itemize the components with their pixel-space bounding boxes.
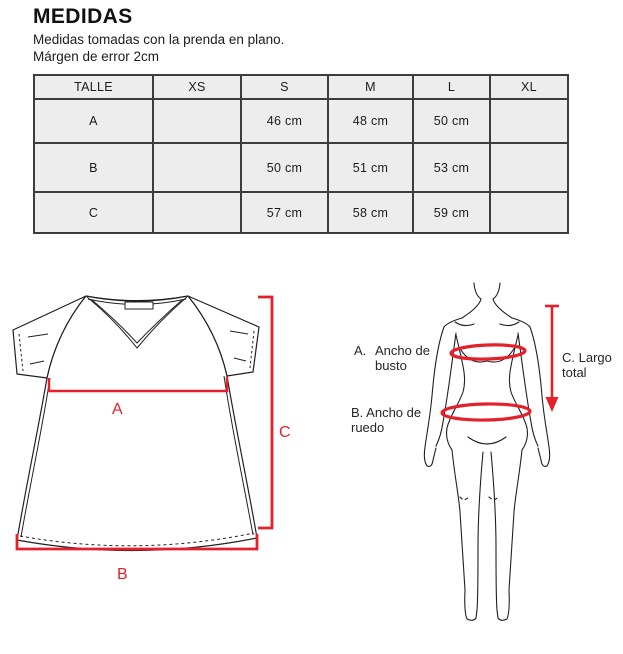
cell-a-l: 50 cm [413,99,490,143]
measure-c-bracket [258,297,272,528]
body-figure-sketch [330,275,623,654]
cell-a-xs [153,99,241,143]
hem-measure-ellipse [442,403,530,421]
cell-b-xs [153,143,241,192]
col-header-m: M [328,75,413,99]
legend-b-line1: B. Ancho de [351,405,422,420]
measure-b-letter: B [117,566,128,583]
legend-a-line2: busto [375,358,407,373]
length-arrowhead-icon [546,397,559,412]
row-label: A [34,99,153,143]
cell-a-s: 46 cm [241,99,328,143]
cell-c-xl [490,192,568,233]
cell-c-xs [153,192,241,233]
legend-item-a [354,343,430,373]
col-header-xs: XS [153,75,241,99]
cell-c-l: 59 cm [413,192,490,233]
cell-a-xl [490,99,568,143]
size-table [33,74,569,234]
cell-c-m: 58 cm [328,192,413,233]
cell-a-m: 48 cm [328,99,413,143]
col-header-l: L [413,75,490,99]
row-label: B [34,143,153,192]
table-header-row [34,75,568,99]
col-header-talle: TALLE [34,75,153,99]
subtitle-line-2: Márgen de error 2cm [33,49,160,64]
legend-b-line2: ruedo [351,420,385,435]
legend-item-b [351,405,421,435]
row-label: C [34,192,153,233]
cell-c-s: 57 cm [241,192,328,233]
col-header-xl: XL [490,75,568,99]
legend-c-line2: total [562,365,587,380]
cell-b-m: 51 cm [328,143,413,192]
length-arrow-icon [545,306,559,400]
cell-b-xl [490,143,568,192]
legend-item-c [562,350,612,380]
measure-a-letter: A [112,401,123,418]
tshirt-flat-sketch [0,280,310,600]
page-subtitle [33,31,284,65]
table-row [34,143,568,192]
legend-c-line1: C. Largo [562,350,612,365]
subtitle-line-1: Medidas tomadas con la prenda en plano. [33,32,285,47]
col-header-s: S [241,75,328,99]
legend-a-prefix: A. [354,343,367,358]
page-title: MEDIDAS [33,5,133,28]
measure-c-letter: C [279,424,291,441]
cell-b-s: 50 cm [241,143,328,192]
legend-a-line1: Ancho de [375,343,430,358]
cell-b-l: 53 cm [413,143,490,192]
table-row [34,99,568,143]
table-row [34,192,568,233]
